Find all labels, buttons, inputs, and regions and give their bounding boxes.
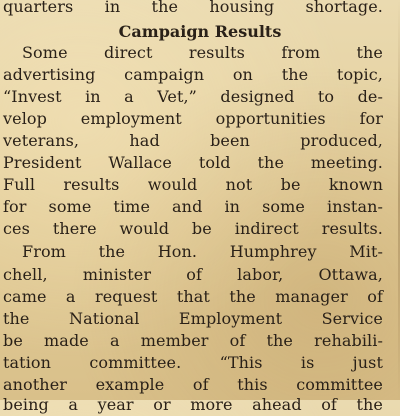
text-line-17: another example of this committee	[3, 375, 383, 394]
text-line-15: be made a member of the rehabili-	[3, 331, 383, 350]
text-line-11: From the Hon. Humphrey Mit-	[22, 242, 383, 261]
text-line-7: President Wallace told the meeting.	[3, 153, 383, 172]
text-line-9: for some time and in some instan-	[3, 197, 383, 216]
text-line-10: ces there would be indirect results.	[3, 219, 383, 238]
text-line-8: Full results would not be known	[3, 175, 383, 194]
text-line-4: “Invest in a Vet,” designed to de-	[3, 87, 383, 106]
text-line-12: chell, minister of labor, Ottawa,	[3, 265, 383, 284]
text-line-1: quarters in the housing shortage.	[3, 0, 383, 16]
text-line-5: velop employment opportunities for	[3, 109, 383, 128]
text-line-2: Some direct results from the	[22, 43, 383, 62]
section-heading: Campaign Results	[118, 22, 282, 41]
text-line-18: being a year or more ahead of the	[3, 395, 383, 414]
text-line-6: veterans, had been produced,	[3, 131, 383, 150]
text-line-16: tation committee. “This is just	[3, 353, 383, 372]
text-line-13: came a request that the manager of	[3, 287, 383, 306]
text-line-14: the National Employment Service	[3, 309, 383, 328]
text-line-3: advertising campaign on the topic,	[3, 65, 383, 84]
